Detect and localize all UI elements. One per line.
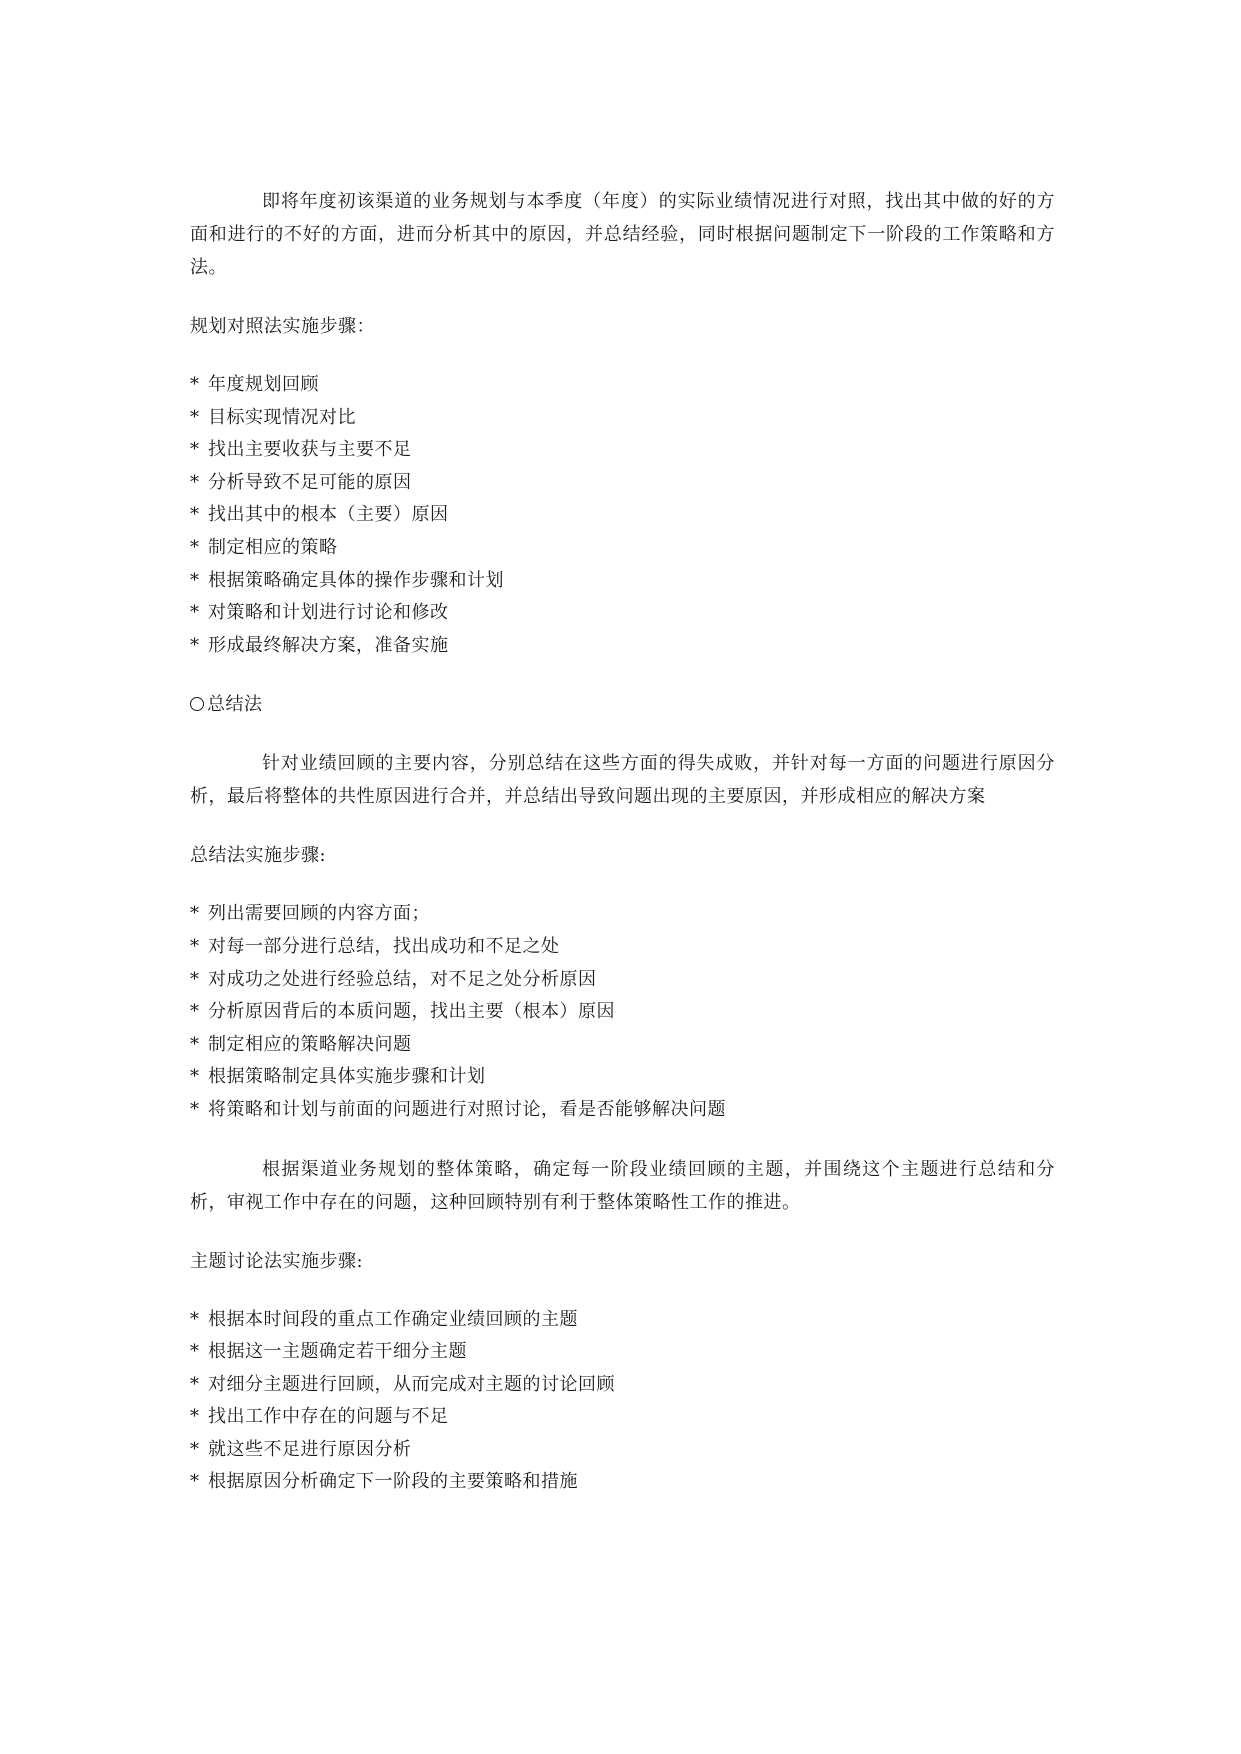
- asterisk-bullet: *: [190, 1033, 200, 1055]
- list-item: * 找出主要收获与主要不足: [190, 434, 1055, 467]
- asterisk-bullet: *: [190, 1438, 200, 1460]
- plan-comparison-steps-heading: 规划对照法实施步骤：: [190, 316, 375, 337]
- asterisk-bullet: *: [190, 471, 200, 493]
- list-item: * 分析导致不足可能的原因: [190, 467, 1055, 500]
- list-item: * 对细分主题进行回顾，从而完成对主题的讨论回顾: [190, 1369, 1055, 1402]
- summary-method-intro: 针对业绩回顾的主要内容，分别总结在这些方面的得失成败，并针对每一方面的问题进行原因分析，最后将整体的共性原因进行合并，并总结出导致问题出现的主要原因，并形成相应的解决方案: [190, 753, 1055, 808]
- asterisk-bullet: *: [190, 1373, 200, 1395]
- list-item: * 列出需要回顾的内容方面；: [190, 898, 1055, 931]
- list-item: * 年度规划回顾: [190, 369, 1055, 402]
- asterisk-bullet: *: [190, 1098, 200, 1120]
- list-item: * 分析原因背后的本质问题，找出主要（根本）原因: [190, 996, 1055, 1029]
- list-item: * 根据策略确定具体的操作步骤和计划: [190, 565, 1055, 598]
- asterisk-bullet: *: [190, 1308, 200, 1330]
- list-item: * 对每一部分进行总结，找出成功和不足之处: [190, 931, 1055, 964]
- asterisk-bullet: *: [190, 602, 200, 624]
- list-item: * 制定相应的策略解决问题: [190, 1029, 1055, 1062]
- list-item: * 形成最终解决方案，准备实施: [190, 630, 1055, 663]
- summary-method-steps-heading: 总结法实施步骤:: [190, 845, 327, 867]
- plan-comparison-steps-list: [190, 369, 1055, 662]
- list-item: * 根据本时间段的重点工作确定业绩回顾的主题: [190, 1304, 1055, 1337]
- asterisk-bullet: *: [190, 1001, 200, 1023]
- topic-discussion-steps-list: [190, 1304, 1055, 1500]
- asterisk-bullet: *: [190, 1066, 200, 1088]
- list-item: * 对成功之处进行经验总结，对不足之处分析原因: [190, 964, 1055, 997]
- plan-comparison-intro: 即将年度初该渠道的业务规划与本季度（年度）的实际业绩情况进行对照，找出其中做的好的方面和进行的不好的方面，进而分析其中的原因，并总结经验，同时根据问题制定下一阶段的工作策略和方法。: [190, 191, 1055, 278]
- topic-discussion-steps-heading: 主题讨论法实施步骤:: [190, 1250, 364, 1272]
- summary-method-title: 总结法: [190, 688, 1055, 721]
- list-item: * 根据策略制定具体实施步骤和计划: [190, 1061, 1055, 1094]
- list-item: * 找出工作中存在的问题与不足: [190, 1401, 1055, 1434]
- asterisk-bullet: *: [190, 634, 200, 656]
- asterisk-bullet: *: [190, 374, 200, 395]
- asterisk-bullet: *: [190, 406, 200, 428]
- list-item: * 找出其中的根本（主要）原因: [190, 499, 1055, 532]
- list-item: * 目标实现情况对比: [190, 402, 1055, 435]
- list-item: * 将策略和计划与前面的问题进行对照讨论，看是否能够解决问题: [190, 1094, 1055, 1127]
- asterisk-bullet: *: [190, 1341, 200, 1363]
- asterisk-bullet: *: [190, 1406, 200, 1428]
- asterisk-bullet: *: [190, 935, 200, 957]
- list-item: * 根据这一主题确定若干细分主题: [190, 1336, 1055, 1369]
- topic-discussion-intro: 根据渠道业务规划的整体策略，确定每一阶段业绩回顾的主题，并围绕这个主题进行总结和分析，审视工作中存在的问题，这种回顾特别有利于整体策略性工作的推进。: [190, 1158, 1055, 1213]
- asterisk-bullet: *: [190, 569, 200, 591]
- asterisk-bullet: *: [190, 504, 200, 526]
- circle-icon: [190, 697, 204, 711]
- document-page: [190, 185, 1055, 1525]
- list-item: * 对策略和计划进行讨论和修改: [190, 597, 1055, 630]
- list-item: * 就这些不足进行原因分析: [190, 1434, 1055, 1467]
- asterisk-bullet: *: [190, 536, 200, 558]
- asterisk-bullet: *: [190, 1471, 200, 1493]
- asterisk-bullet: *: [190, 439, 200, 461]
- list-item: * 根据原因分析确定下一阶段的主要策略和措施: [190, 1466, 1055, 1499]
- summary-method-steps-list: [190, 898, 1055, 1126]
- asterisk-bullet: *: [190, 903, 200, 925]
- list-item: * 制定相应的策略: [190, 532, 1055, 565]
- asterisk-bullet: *: [190, 968, 200, 990]
